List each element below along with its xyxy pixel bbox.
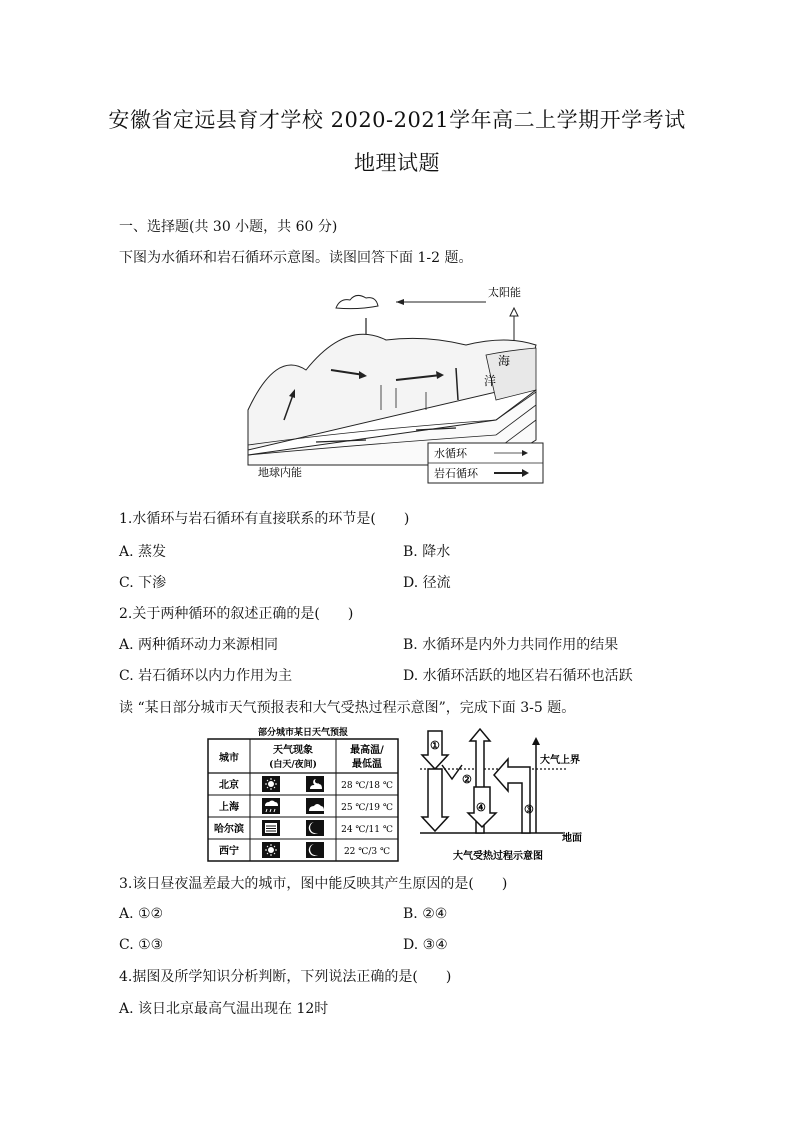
table-caption: 部分城市某日天气预报 — [257, 728, 349, 738]
question-3-option-b[interactable]: B. ②④ — [403, 906, 448, 922]
header-weather: 天气现象 — [273, 745, 313, 756]
row-temp: 22 ℃/3 ℃ — [343, 847, 391, 857]
header-day-night: (白天/夜间) — [269, 760, 317, 770]
question-3-stem: 3.该日昼夜温差最大的城市，图中能反映其产生原因的是( ) — [119, 876, 508, 892]
question-3-option-a[interactable]: A. ①② — [119, 906, 164, 922]
marker-4: ④ — [476, 801, 486, 814]
section-heading: 一、选择题(共 30 小题，共 60 分) — [119, 219, 338, 235]
question-1-option-d[interactable]: D. 径流 — [403, 575, 451, 591]
question-2-option-b[interactable]: B. 水循环是内外力共同作用的结果 — [403, 637, 619, 653]
header-city: 城市 — [219, 753, 239, 764]
solar-label: 太阳能 — [488, 286, 521, 299]
header-min: 最低温 — [352, 759, 382, 770]
row-temp: 25 ℃/19 ℃ — [341, 803, 393, 813]
weather-forecast-table — [206, 725, 401, 863]
question-1-option-c[interactable]: C. 下渗 — [119, 575, 167, 591]
heat-diagram-caption: 大气受热过程示意图 — [453, 851, 543, 862]
marker-2: ② — [462, 773, 472, 786]
marker-1: ① — [430, 739, 440, 752]
intro-question-3-5: 读 “某日部分城市天气预报表和大气受热过程示意图”，完成下面 3-5 题。 — [119, 700, 576, 716]
sea-label-2: 洋 — [484, 374, 497, 388]
sunny-icon — [262, 842, 280, 858]
question-3-option-c[interactable]: C. ①③ — [119, 937, 164, 953]
cloudy-night-icon — [306, 776, 324, 792]
sea-label-1: 海 — [498, 354, 511, 368]
question-2-option-d[interactable]: D. 水循环活跃的地区岩石循环也活跃 — [403, 668, 633, 684]
arrow-3 — [494, 759, 530, 833]
row-city: 西宁 — [219, 846, 239, 857]
moon-icon — [306, 842, 324, 858]
atmosphere-top-label: 大气上界 — [540, 755, 580, 766]
legend-rock-cycle: 岩石循环 — [434, 467, 478, 480]
row-city: 北京 — [219, 780, 239, 791]
question-2-option-c[interactable]: C. 岩石循环以内力作用为主 — [119, 668, 293, 684]
row-temp: 28 ℃/18 ℃ — [341, 781, 393, 791]
question-3-option-d[interactable]: D. ③④ — [403, 937, 448, 953]
row-city: 哈尔滨 — [214, 824, 244, 835]
intro-question-1-2: 下图为水循环和岩石循环示意图。读图回答下面 1-2 题。 — [119, 250, 473, 266]
atmosphere-heating-diagram — [418, 725, 590, 865]
rain-icon — [262, 798, 280, 814]
question-1-option-b[interactable]: B. 降水 — [403, 544, 451, 560]
legend-water-cycle: 水循环 — [434, 447, 467, 460]
row-temp: 24 ℃/11 ℃ — [341, 825, 393, 835]
question-2-stem: 2.关于两种循环的叙述正确的是( ) — [119, 606, 354, 622]
moon-icon — [306, 820, 324, 836]
question-2-option-a[interactable]: A. 两种循环动力来源相同 — [119, 637, 279, 653]
cloudy-icon — [306, 798, 324, 814]
question-4-option-a[interactable]: A. 该日北京最高气温出现在 12时 — [119, 1001, 329, 1017]
sunny-icon — [262, 776, 280, 792]
cloud-icon — [336, 295, 378, 308]
ground-label: 地面 — [562, 833, 582, 844]
row-city: 上海 — [219, 802, 239, 813]
overcast-icon — [262, 820, 280, 836]
doc-title-line2: 地理试题 — [354, 151, 440, 175]
earth-energy-label: 地球内能 — [258, 466, 302, 479]
question-1-option-a[interactable]: A. 蒸发 — [119, 544, 167, 560]
header-max: 最高温/ — [350, 745, 384, 756]
water-rock-cycle-diagram — [236, 280, 556, 485]
question-4-stem: 4.据图及所学知识分析判断，下列说法正确的是( ) — [119, 969, 452, 985]
doc-title-line1: 安徽省定远县育才学校 2020-2021学年高二上学期开学考试 — [108, 108, 686, 132]
question-1-stem: 1.水循环与岩石循环有直接联系的环节是( ) — [119, 511, 410, 527]
marker-3: ③ — [524, 803, 534, 816]
